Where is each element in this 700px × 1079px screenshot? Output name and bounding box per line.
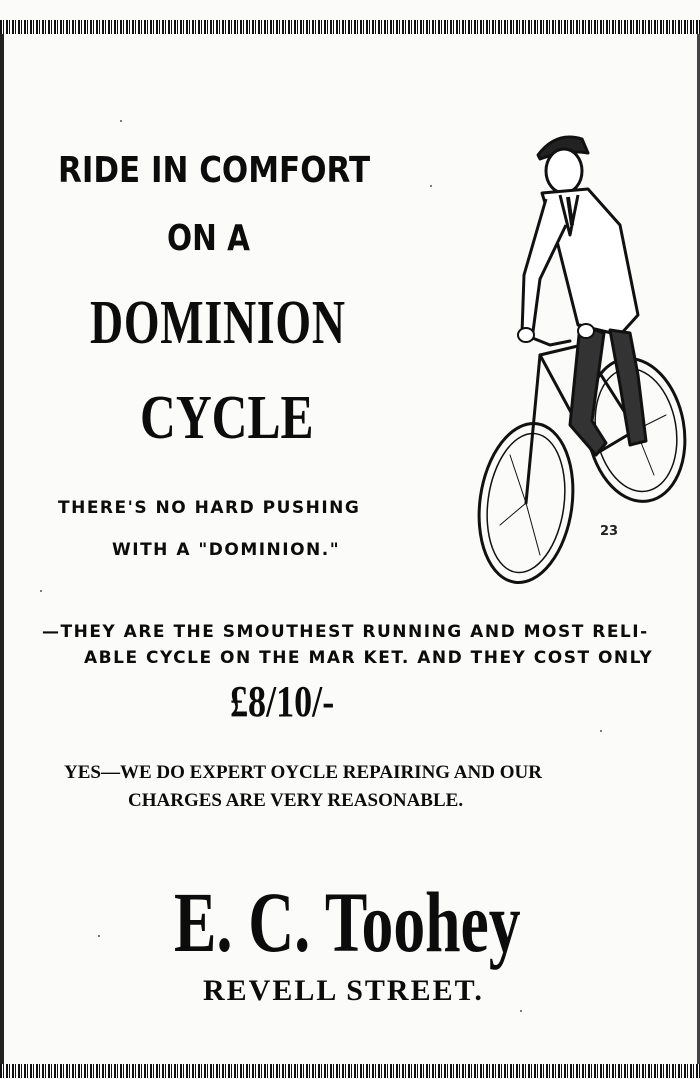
tagline-line-1: THERE'S NO HARD PUSHING bbox=[58, 498, 361, 518]
print-speck bbox=[40, 590, 42, 592]
print-speck bbox=[120, 120, 122, 122]
service-line-1: YES—WE DO EXPERT OYCLE REPAIRING AND OUR bbox=[64, 762, 542, 783]
product-name: CYCLE bbox=[140, 384, 314, 452]
service-line-2: CHARGES ARE VERY REASONABLE. bbox=[128, 790, 464, 811]
cyclist-illustration bbox=[470, 125, 695, 595]
dealer-name: E. C. Toohey bbox=[174, 874, 521, 970]
body-line-2: ABLE CYCLE ON THE MAR KET. AND THEY COST ONLY bbox=[84, 648, 654, 668]
print-speck bbox=[430, 185, 432, 187]
left-border bbox=[0, 34, 4, 1064]
brand-name: DOMINION bbox=[90, 289, 346, 357]
tagline-line-2: WITH A "DOMINION." bbox=[112, 540, 341, 560]
body-line-1: —THEY ARE THE SMOUTHEST RUNNING AND MOST RELI- bbox=[42, 622, 649, 642]
dealer-address: REVELL STREET. bbox=[203, 974, 484, 1007]
bottom-border-rule bbox=[0, 1064, 700, 1078]
top-border-rule bbox=[0, 20, 700, 34]
print-speck bbox=[600, 730, 602, 732]
print-speck bbox=[98, 935, 100, 937]
illustration-mark: 23 bbox=[600, 524, 619, 539]
price: £8/10/- bbox=[230, 677, 335, 726]
headline-line-2: ON A bbox=[167, 218, 250, 259]
headline-line-1: RIDE IN COMFORT bbox=[58, 150, 371, 191]
print-speck bbox=[520, 1010, 522, 1012]
